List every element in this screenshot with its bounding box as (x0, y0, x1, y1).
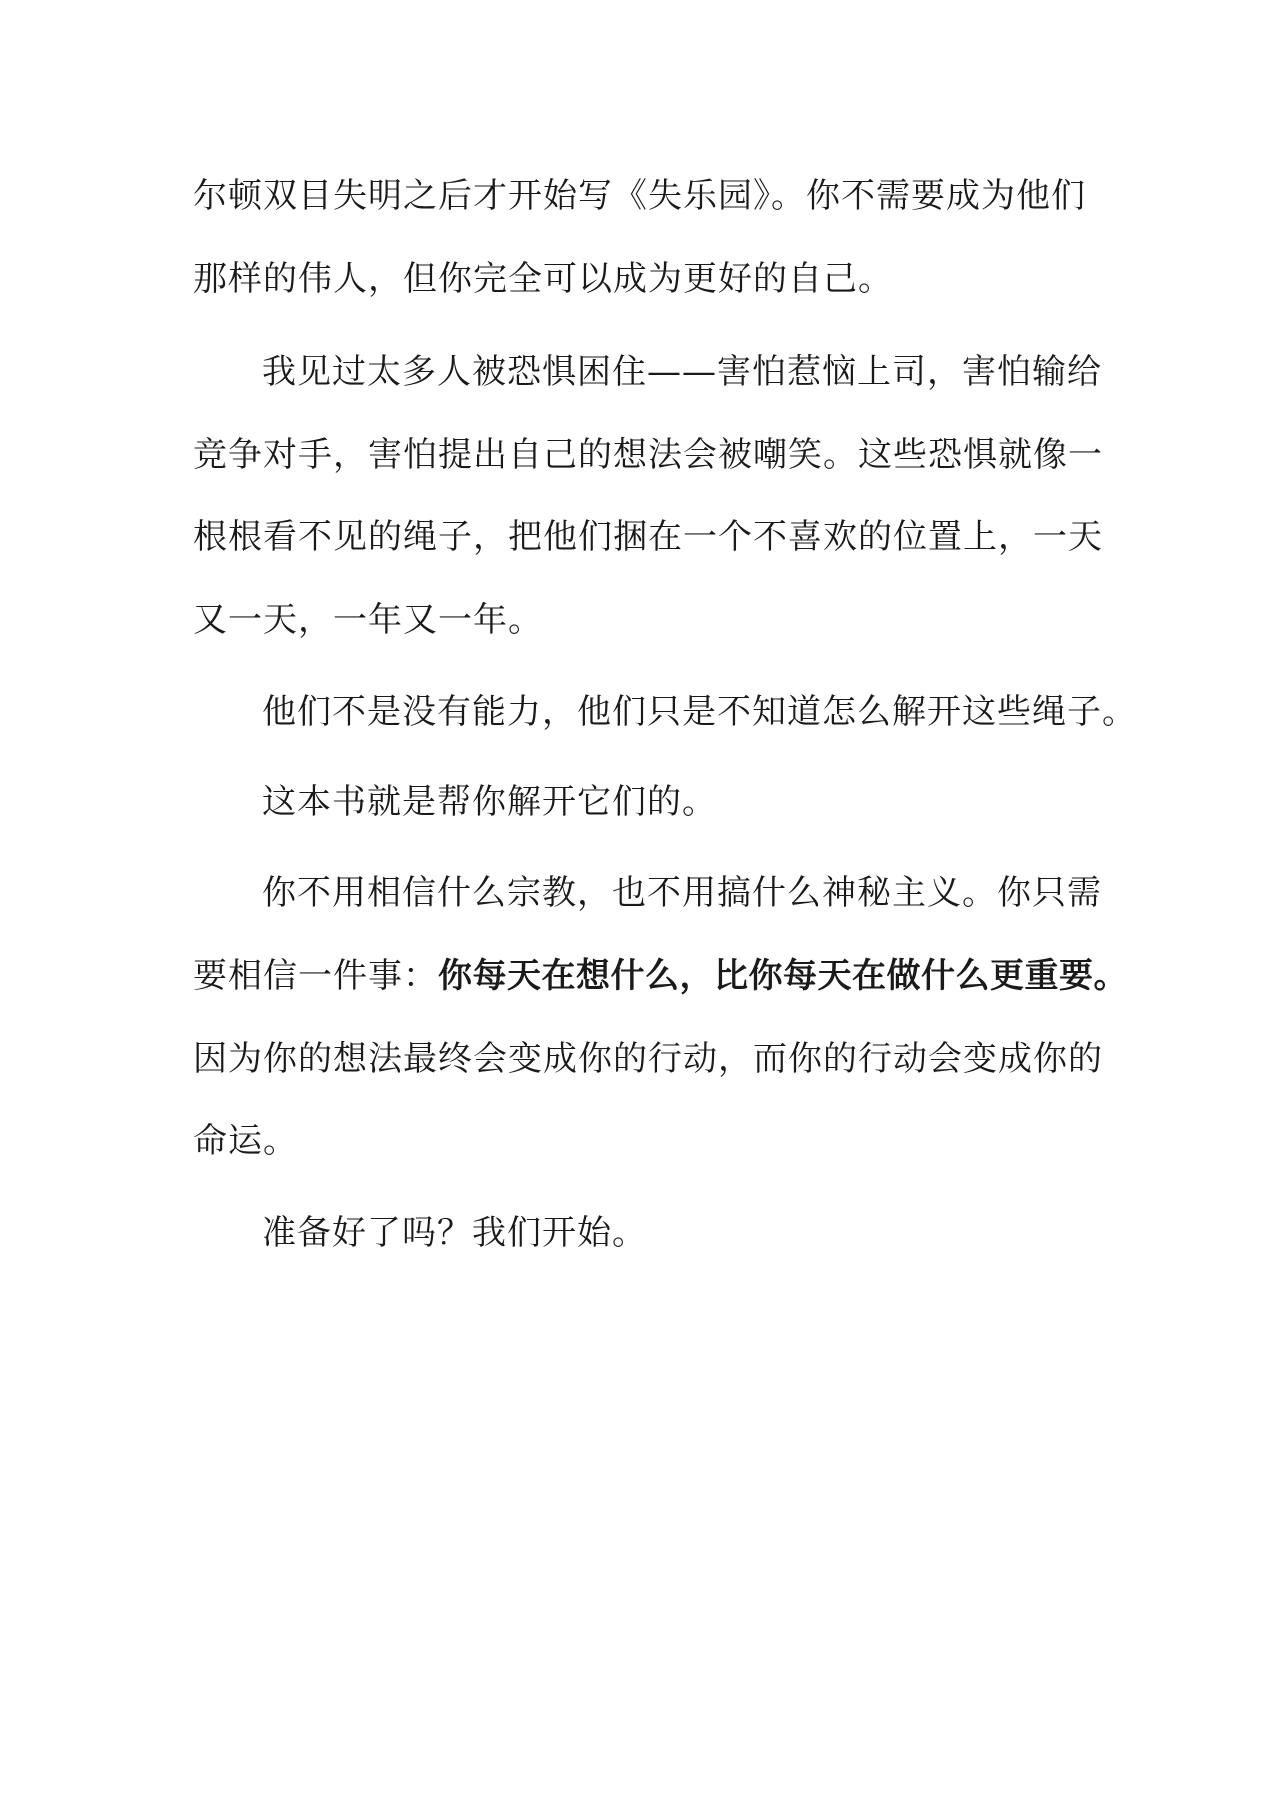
paragraph-3-line-1: 他们不是没有能力，他们只是不知道怎么解开这些绳子。 (262, 692, 1137, 732)
paragraph-5-line-4: 命运。 (193, 1121, 298, 1161)
paragraph-5-line-2-lead: 要相信一件事： (193, 956, 438, 996)
paragraph-4-line-1: 这本书就是帮你解开它们的。 (262, 782, 717, 822)
paragraph-5-line-3: 因为你的想法最终会变成你的行动，而你的行动会变成你的 (193, 1039, 1103, 1079)
paragraph-6-line-1: 准备好了吗？我们开始。 (262, 1213, 647, 1253)
paragraph-1-line-1: 尔顿双目失明之后才开始写《失乐园》。你不需要成为他们 (193, 176, 1086, 216)
paragraph-2-line-4: 又一天，一年又一年。 (193, 600, 543, 640)
paragraph-1-line-2: 那样的伟人，但你完全可以成为更好的自己。 (193, 259, 893, 299)
paragraph-5-line-2 (193, 956, 1128, 996)
paragraph-2-line-2: 竞争对手，害怕提出自己的想法会被嘲笑。这些恐惧就像一 (193, 435, 1103, 475)
paragraph-5-line-1: 你不用相信什么宗教，也不用搞什么神秘主义。你只需 (262, 873, 1102, 913)
paragraph-2-line-1: 我见过太多人被恐惧困住——害怕惹恼上司，害怕输给 (262, 352, 1102, 392)
emphasis-sentence: 你每天在想什么，比你每天在做什么更重要。 (438, 956, 1128, 996)
paragraph-2-line-3: 根根看不见的绳子，把他们捆在一个不喜欢的位置上，一天 (193, 517, 1103, 557)
